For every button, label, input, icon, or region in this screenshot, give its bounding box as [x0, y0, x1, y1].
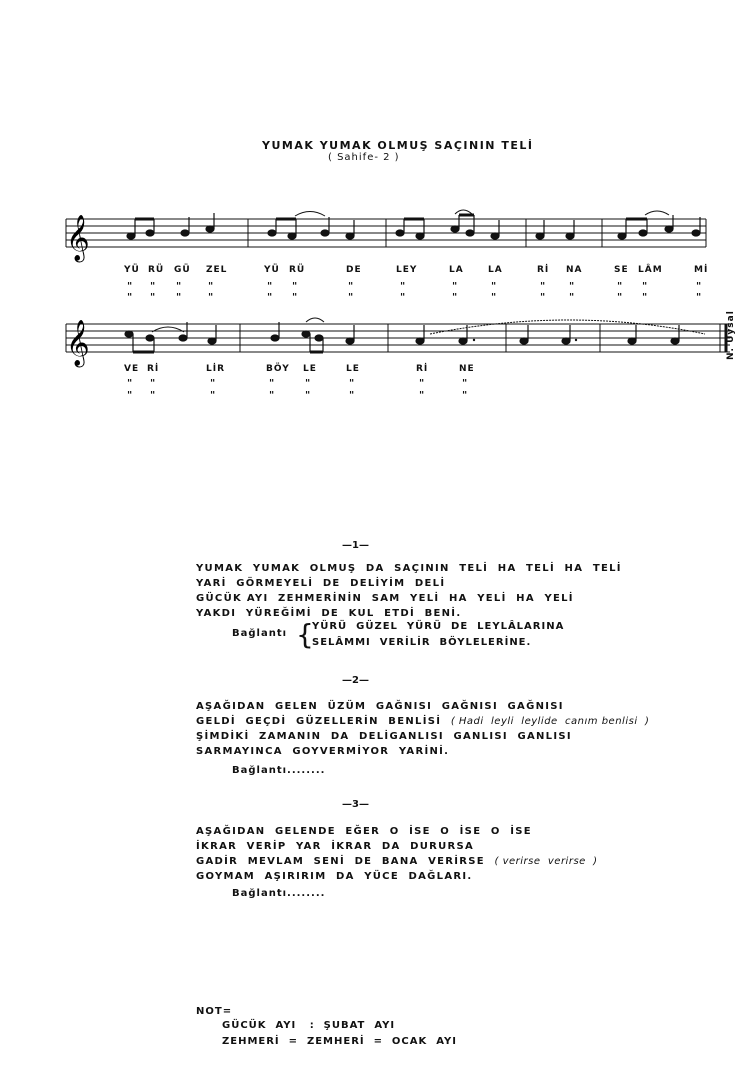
ditto-mark: " — [292, 292, 298, 303]
verse-line: SARMAYINCA GOYVERMİYOR YARİNİ. — [196, 746, 450, 757]
lyric-syllable: BÖY — [266, 364, 290, 374]
verse-line: GOYMAM AŞIRIRIM DA YÜCE DAĞLARI. — [196, 871, 473, 882]
ditto-mark: " — [491, 292, 497, 303]
page-subtitle: ( Sahife- 2 ) — [328, 152, 400, 163]
ditto-mark: " — [419, 378, 425, 389]
verse-aside: ( Hadi leyli leylide canım benlisi ) — [450, 716, 650, 727]
verse-line-with-aside — [196, 716, 649, 727]
verse-line: GELDİ GEÇDİ GÜZELLERİN BENLİSİ — [196, 716, 442, 727]
lyric-syllable: Mİ — [694, 265, 709, 275]
ditto-mark: " — [150, 378, 156, 389]
ditto-mark: " — [642, 292, 648, 303]
ditto-mark: " — [267, 281, 273, 292]
lyric-syllable: SE — [614, 265, 629, 275]
ditto-mark: " — [462, 390, 468, 401]
baglanti-label: Bağlantı........ — [232, 765, 326, 776]
lyric-syllable: YÜ — [124, 265, 140, 275]
lyric-syllable: LA — [488, 265, 503, 275]
ditto-mark: " — [349, 378, 355, 389]
note-line: GÜCÜK AYI : ŞUBAT AYI — [222, 1020, 396, 1031]
composer-credit: N. Uysal — [726, 310, 736, 360]
refrain-line: SELÂMMI VERİLİR BÖYLELERİNE. — [312, 637, 532, 648]
lyric-syllable: NE — [459, 364, 475, 374]
verse-line: GÜCÜK AYI ZEHMERİNİN SAM YELİ HA YELİ HA YELİ — [196, 593, 574, 604]
verse-number: —1— — [342, 540, 369, 551]
page-title: YUMAK YUMAK OLMUŞ SAÇININ TELİ — [262, 139, 534, 152]
lyric-syllable: LÂM — [638, 265, 663, 275]
lyric-syllable: LE — [346, 364, 360, 374]
verse-line: YARİ GÖRMEYELİ DE DELİYİM DELİ — [196, 578, 446, 589]
lyric-syllable: NA — [566, 265, 583, 275]
ditto-mark: " — [452, 292, 458, 303]
ditto-mark: " — [292, 281, 298, 292]
lyric-syllable: GÜ — [174, 265, 191, 275]
ditto-mark: " — [269, 378, 275, 389]
lyric-syllable: RÜ — [289, 265, 306, 275]
lyric-syllable: DE — [346, 265, 362, 275]
ditto-mark: " — [127, 378, 133, 389]
ditto-mark: " — [269, 390, 275, 401]
ditto-mark: " — [348, 281, 354, 292]
lyric-syllable: Rİ — [147, 364, 160, 374]
verse-line: AŞAĞIDAN GELENDE EĞER O İSE O İSE O İSE — [196, 826, 532, 837]
verse-line-with-aside — [196, 856, 598, 867]
verse-line: ŞİMDİKİ ZAMANIN DA DELİGANLISI GANLISI GANLISI — [196, 731, 572, 742]
treble-clef-icon: 𝄞 — [66, 320, 90, 366]
ditto-mark: " — [305, 390, 311, 401]
lyric-syllable: LA — [449, 265, 464, 275]
ditto-mark: " — [305, 378, 311, 389]
ditto-mark: " — [208, 292, 214, 303]
lyric-syllable: LEY — [396, 265, 418, 275]
ditto-mark: " — [617, 292, 623, 303]
ditto-mark: " — [348, 292, 354, 303]
note-heading: NOT= — [196, 1006, 233, 1017]
ditto-mark: " — [452, 281, 458, 292]
ditto-mark: " — [150, 390, 156, 401]
ditto-mark: " — [150, 292, 156, 303]
ditto-mark: " — [127, 281, 133, 292]
lyric-syllable: RÜ — [148, 265, 165, 275]
brace-icon: { — [296, 618, 314, 651]
ditto-mark: " — [642, 281, 648, 292]
lyric-syllable: VE — [124, 364, 140, 374]
refrain-line: YÜRÜ GÜZEL YÜRÜ DE LEYLÂLARINA — [312, 621, 565, 632]
ditto-mark: " — [400, 292, 406, 303]
lyric-syllable: Rİ — [416, 364, 429, 374]
ditto-mark: " — [419, 390, 425, 401]
ditto-mark: " — [150, 281, 156, 292]
verse-number: —2— — [342, 675, 369, 686]
verse-number: —3— — [342, 799, 369, 810]
verse-line: YAKDI YÜREĞİMİ DE KUL ETDİ BENİ. — [196, 608, 462, 619]
ditto-mark: " — [462, 378, 468, 389]
baglanti-label: Bağlantı — [232, 628, 288, 639]
ditto-mark: " — [491, 281, 497, 292]
ditto-mark: " — [617, 281, 623, 292]
lyric-syllable: Rİ — [537, 265, 550, 275]
verse-line: AŞAĞIDAN GELEN ÜZÜM GAĞNISI GAĞNISI GAĞNISI — [196, 701, 564, 712]
baglanti-label: Bağlantı........ — [232, 888, 326, 899]
verse-line: GADİR MEVLAM SENİ DE BANA VERİRSE — [196, 856, 485, 867]
note-line: ZEHMERİ = ZEMHERİ = OCAK AYI — [222, 1036, 457, 1047]
ditto-mark: " — [176, 292, 182, 303]
ditto-mark: " — [210, 378, 216, 389]
music-staff-2 — [0, 310, 750, 380]
lyric-syllable: ZEL — [206, 265, 228, 275]
ditto-mark: " — [127, 292, 133, 303]
lyric-syllable: LİR — [206, 364, 226, 374]
lyric-syllable: LE — [303, 364, 317, 374]
ditto-mark: " — [696, 292, 702, 303]
treble-clef-icon: 𝄞 — [66, 215, 90, 261]
verse-line: İKRAR VERİP YAR İKRAR DA DURURSA — [196, 841, 475, 852]
ditto-mark: " — [127, 390, 133, 401]
ditto-mark: " — [210, 390, 216, 401]
ditto-mark: " — [267, 292, 273, 303]
ditto-mark: " — [540, 292, 546, 303]
lyric-syllable: YÜ — [264, 265, 280, 275]
ditto-mark: " — [696, 281, 702, 292]
ditto-mark: " — [540, 281, 546, 292]
verse-line: YUMAK YUMAK OLMUŞ DA SAÇININ TELİ HA TELİ HA TELİ — [196, 563, 622, 574]
ditto-mark: " — [208, 281, 214, 292]
verse-aside: ( verirse verirse ) — [494, 856, 598, 867]
ditto-mark: " — [400, 281, 406, 292]
ditto-mark: " — [176, 281, 182, 292]
ditto-mark: " — [569, 292, 575, 303]
ditto-mark: " — [349, 390, 355, 401]
ditto-mark: " — [569, 281, 575, 292]
